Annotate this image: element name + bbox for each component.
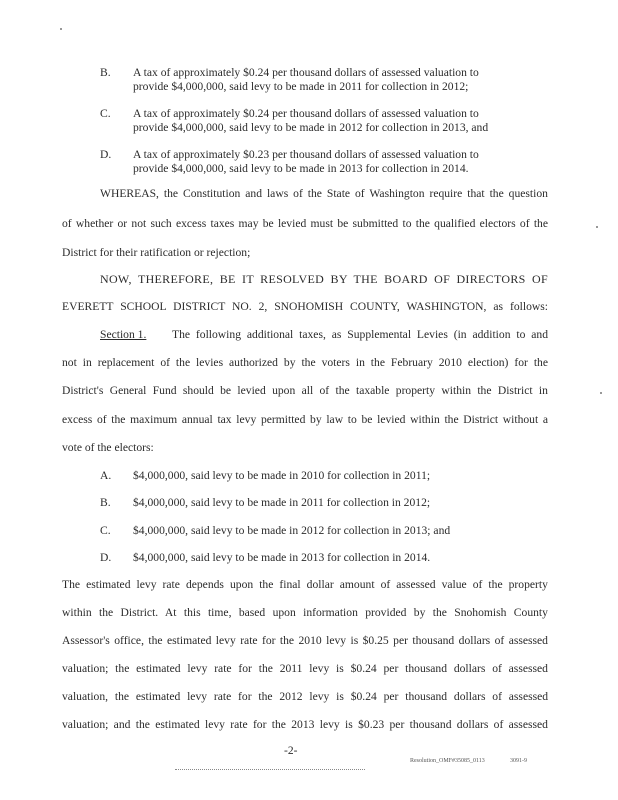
scan-speck bbox=[596, 226, 598, 228]
levy-list2-c-letter: C. bbox=[100, 524, 111, 537]
levy-d-line1: A tax of approximately $0.23 per thousand dollars of assessed valuation to bbox=[133, 148, 479, 161]
estimate-line1: The estimated levy rate depends upon the final dollar amount of assessed value of the property bbox=[62, 578, 548, 591]
section-1-heading: Section 1. bbox=[100, 328, 147, 341]
section-1-line2: not in replacement of the levies authorized by the voters in the February 2010 election) for the bbox=[62, 356, 548, 369]
document-code: Resolution_OMF#35085_0113 bbox=[410, 758, 485, 764]
levy-c-line2: provide $4,000,000, said levy to be made in 2012 for collection in 2013, and bbox=[133, 121, 489, 134]
page-number: -2- bbox=[284, 745, 298, 757]
levy-d-line2: provide $4,000,000, said levy to be made in 2013 for collection in 2014. bbox=[133, 162, 469, 175]
section-1-line1: The following additional taxes, as Supplemental Levies (in addition to and bbox=[172, 328, 549, 341]
estimate-line4: valuation; the estimated levy rate for the 2011 levy is $0.24 per thousand dollars of assessed bbox=[62, 662, 548, 675]
levy-list2-d-text: $4,000,000, said levy to be made in 2013 for collection in 2014. bbox=[133, 551, 431, 564]
section-1-line3: District's General Fund should be levied upon all of the taxable property within the District in bbox=[62, 384, 548, 397]
estimate-line6: valuation; and the estimated levy rate for the 2013 levy is $0.23 per thousand dollars of assessed bbox=[62, 718, 548, 731]
levy-b-line2: provide $4,000,000, said levy to be made in 2011 for collection in 2012; bbox=[133, 80, 469, 93]
levy-list2-b-text: $4,000,000, said levy to be made in 2011 for collection in 2012; bbox=[133, 496, 431, 509]
resolved-line2: EVERETT SCHOOL DISTRICT NO. 2, SNOHOMISH COUNTY, WASHINGTON, as follows: bbox=[62, 300, 548, 313]
levy-list2-c-text: $4,000,000, said levy to be made in 2012 for collection in 2013; and bbox=[133, 524, 451, 537]
whereas-line2: of whether or not such excess taxes may be levied must be submitted to the qualified electors of the bbox=[62, 217, 548, 230]
whereas-line1: WHEREAS, the Constitution and laws of the State of Washington require that the question bbox=[100, 187, 548, 200]
levy-list2-a-text: $4,000,000, said levy to be made in 2010 for collection in 2011; bbox=[133, 469, 431, 482]
levy-b-letter: B. bbox=[100, 66, 111, 79]
section-1-line4: excess of the maximum annual tax levy permitted by law to be levied within the District without a bbox=[62, 413, 549, 426]
section-1-line5: vote of the electors: bbox=[62, 441, 154, 454]
scan-artifact-line bbox=[175, 769, 365, 770]
scan-speck bbox=[600, 392, 602, 394]
levy-d-letter: D. bbox=[100, 148, 112, 161]
document-code-secondary: 3091-9 bbox=[510, 758, 527, 764]
whereas-line3: District for their ratification or rejection; bbox=[62, 246, 251, 259]
levy-list2-b-letter: B. bbox=[100, 496, 111, 509]
estimate-line3: Assessor's office, the estimated levy rate for the 2010 levy is $0.25 per thousand dollars of assessed bbox=[62, 634, 548, 647]
levy-b-line1: A tax of approximately $0.24 per thousand dollars of assessed valuation to bbox=[133, 66, 479, 79]
estimate-line2: within the District. At this time, based upon information provided by the Snohomish County bbox=[62, 606, 548, 619]
levy-c-letter: C. bbox=[100, 107, 111, 120]
levy-c-line1: A tax of approximately $0.24 per thousand dollars of assessed valuation to bbox=[133, 107, 479, 120]
levy-list2-d-letter: D. bbox=[100, 551, 112, 564]
resolved-line1: NOW, THEREFORE, BE IT RESOLVED BY THE BOARD OF DIRECTORS OF bbox=[100, 272, 548, 286]
estimate-line5: valuation, the estimated levy rate for the 2012 levy is $0.24 per thousand dollars of assessed bbox=[62, 690, 549, 703]
levy-list2-a-letter: A. bbox=[100, 469, 112, 482]
scan-speck bbox=[60, 28, 62, 30]
